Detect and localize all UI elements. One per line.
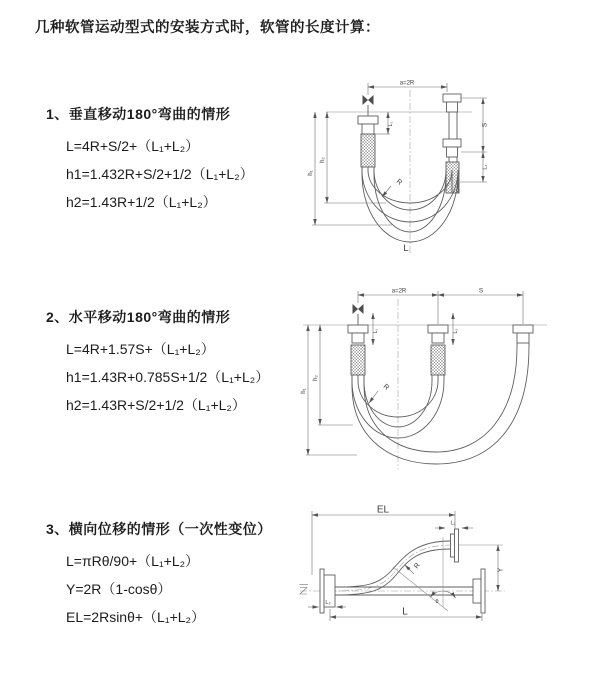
radius-construction — [393, 537, 456, 611]
dim-label-r: R — [381, 383, 391, 392]
braided-hose-section — [361, 134, 375, 167]
valve-icon — [363, 95, 374, 116]
page-title: 几种软管运动型式的安装方式时，软管的长度计算： — [35, 20, 380, 36]
dim-label-s: S — [478, 287, 484, 295]
dim-label-r: R — [394, 178, 404, 187]
braided-hose-section — [351, 345, 365, 375]
upper-flange — [451, 529, 504, 562]
dim-label-l: L — [402, 606, 408, 618]
section3-formulas — [66, 547, 205, 631]
dim-label-h1: h₁ — [301, 388, 307, 394]
dim-l2 — [308, 600, 346, 607]
dim-l1 — [435, 521, 473, 529]
dim-l2 — [453, 313, 459, 345]
formula-line: L=4R+1.57S+（L₁+L₂） — [66, 341, 215, 357]
pipe-break-symbol — [300, 585, 309, 595]
dim-label-l: L — [403, 243, 409, 254]
dim-l1 — [373, 313, 379, 345]
dim-label-a2r: a=2R — [391, 288, 407, 295]
dim-label-l2: L₂ — [325, 600, 331, 606]
radius-callout — [369, 383, 390, 403]
dim-el — [312, 505, 455, 576]
diagram-horizontal-180-bend — [295, 283, 590, 475]
braided-hose-section — [431, 345, 445, 375]
section2-formulas — [66, 335, 269, 419]
dim-label-s: S — [481, 122, 489, 128]
dim-a-2r — [358, 289, 523, 325]
dim-label-y: Y — [497, 567, 505, 573]
diagram-vertical-180-bend — [300, 70, 590, 262]
section1-formulas — [66, 132, 254, 216]
dim-label-l1: L₁ — [388, 121, 394, 127]
dim-s — [461, 98, 489, 152]
dim-h1 — [308, 112, 392, 225]
dim-label-h1: h₁ — [308, 170, 314, 176]
section3-heading: 3、横向位移的情形（一次性变位） — [46, 521, 272, 537]
formula-line: L=4R+S/2+（L₁+L₂） — [66, 138, 200, 154]
dim-label-a2r: a=2R — [399, 80, 415, 87]
dim-label-h2: h₂ — [320, 157, 326, 163]
formula-line: Y=2R（1-cosθ） — [66, 581, 172, 597]
dim-label-h2: h₂ — [313, 375, 319, 381]
formula-line: h1=1.432R+S/2+1/2（L₁+L₂） — [66, 166, 254, 182]
left-pipe-fitting — [358, 116, 378, 167]
dim-label-l1: L₁ — [450, 520, 456, 527]
formula-line: h1=1.43R+0.785S+1/2（L₁+L₂） — [66, 369, 270, 385]
formula-line: L=πRθ/90+（L₁+L₂） — [66, 553, 200, 569]
dim-h1 — [301, 325, 357, 455]
section1-heading: 1、垂直移动180°弯曲的情形 — [46, 106, 231, 122]
dim-l — [330, 607, 482, 622]
right-flange — [473, 569, 485, 613]
dim-label-r: R — [413, 561, 422, 571]
shifted-pipe-fitting — [513, 325, 533, 343]
left-flange — [320, 569, 335, 613]
dim-s — [438, 288, 523, 296]
radius-callout — [382, 178, 403, 197]
dim-label-l1: L₁ — [373, 328, 379, 334]
dim-label-el: EL — [376, 504, 390, 516]
formula-line: h2=1.43R+1/2（L₁+L₂） — [66, 194, 217, 210]
dim-label-theta: θ — [435, 599, 439, 605]
dim-label-l2: L₂ — [453, 328, 459, 334]
diagram-lateral-displacement — [295, 503, 595, 675]
dim-a-2r — [368, 81, 447, 96]
formula-line: h2=1.43R+S/2+1/2（L₁+L₂） — [66, 397, 246, 413]
formula-line: EL=2Rsinθ+（L₁+L₂） — [66, 609, 205, 625]
valve-icon — [353, 304, 364, 325]
dim-y — [498, 545, 505, 591]
dim-h2 — [313, 325, 353, 425]
section2-heading: 2、水平移动180°弯曲的情形 — [46, 309, 231, 325]
dim-label-l2: L₂ — [482, 164, 489, 170]
middle-pipe-fitting — [428, 325, 448, 375]
dim-l2 — [460, 152, 489, 182]
left-pipe-fitting — [348, 325, 368, 375]
